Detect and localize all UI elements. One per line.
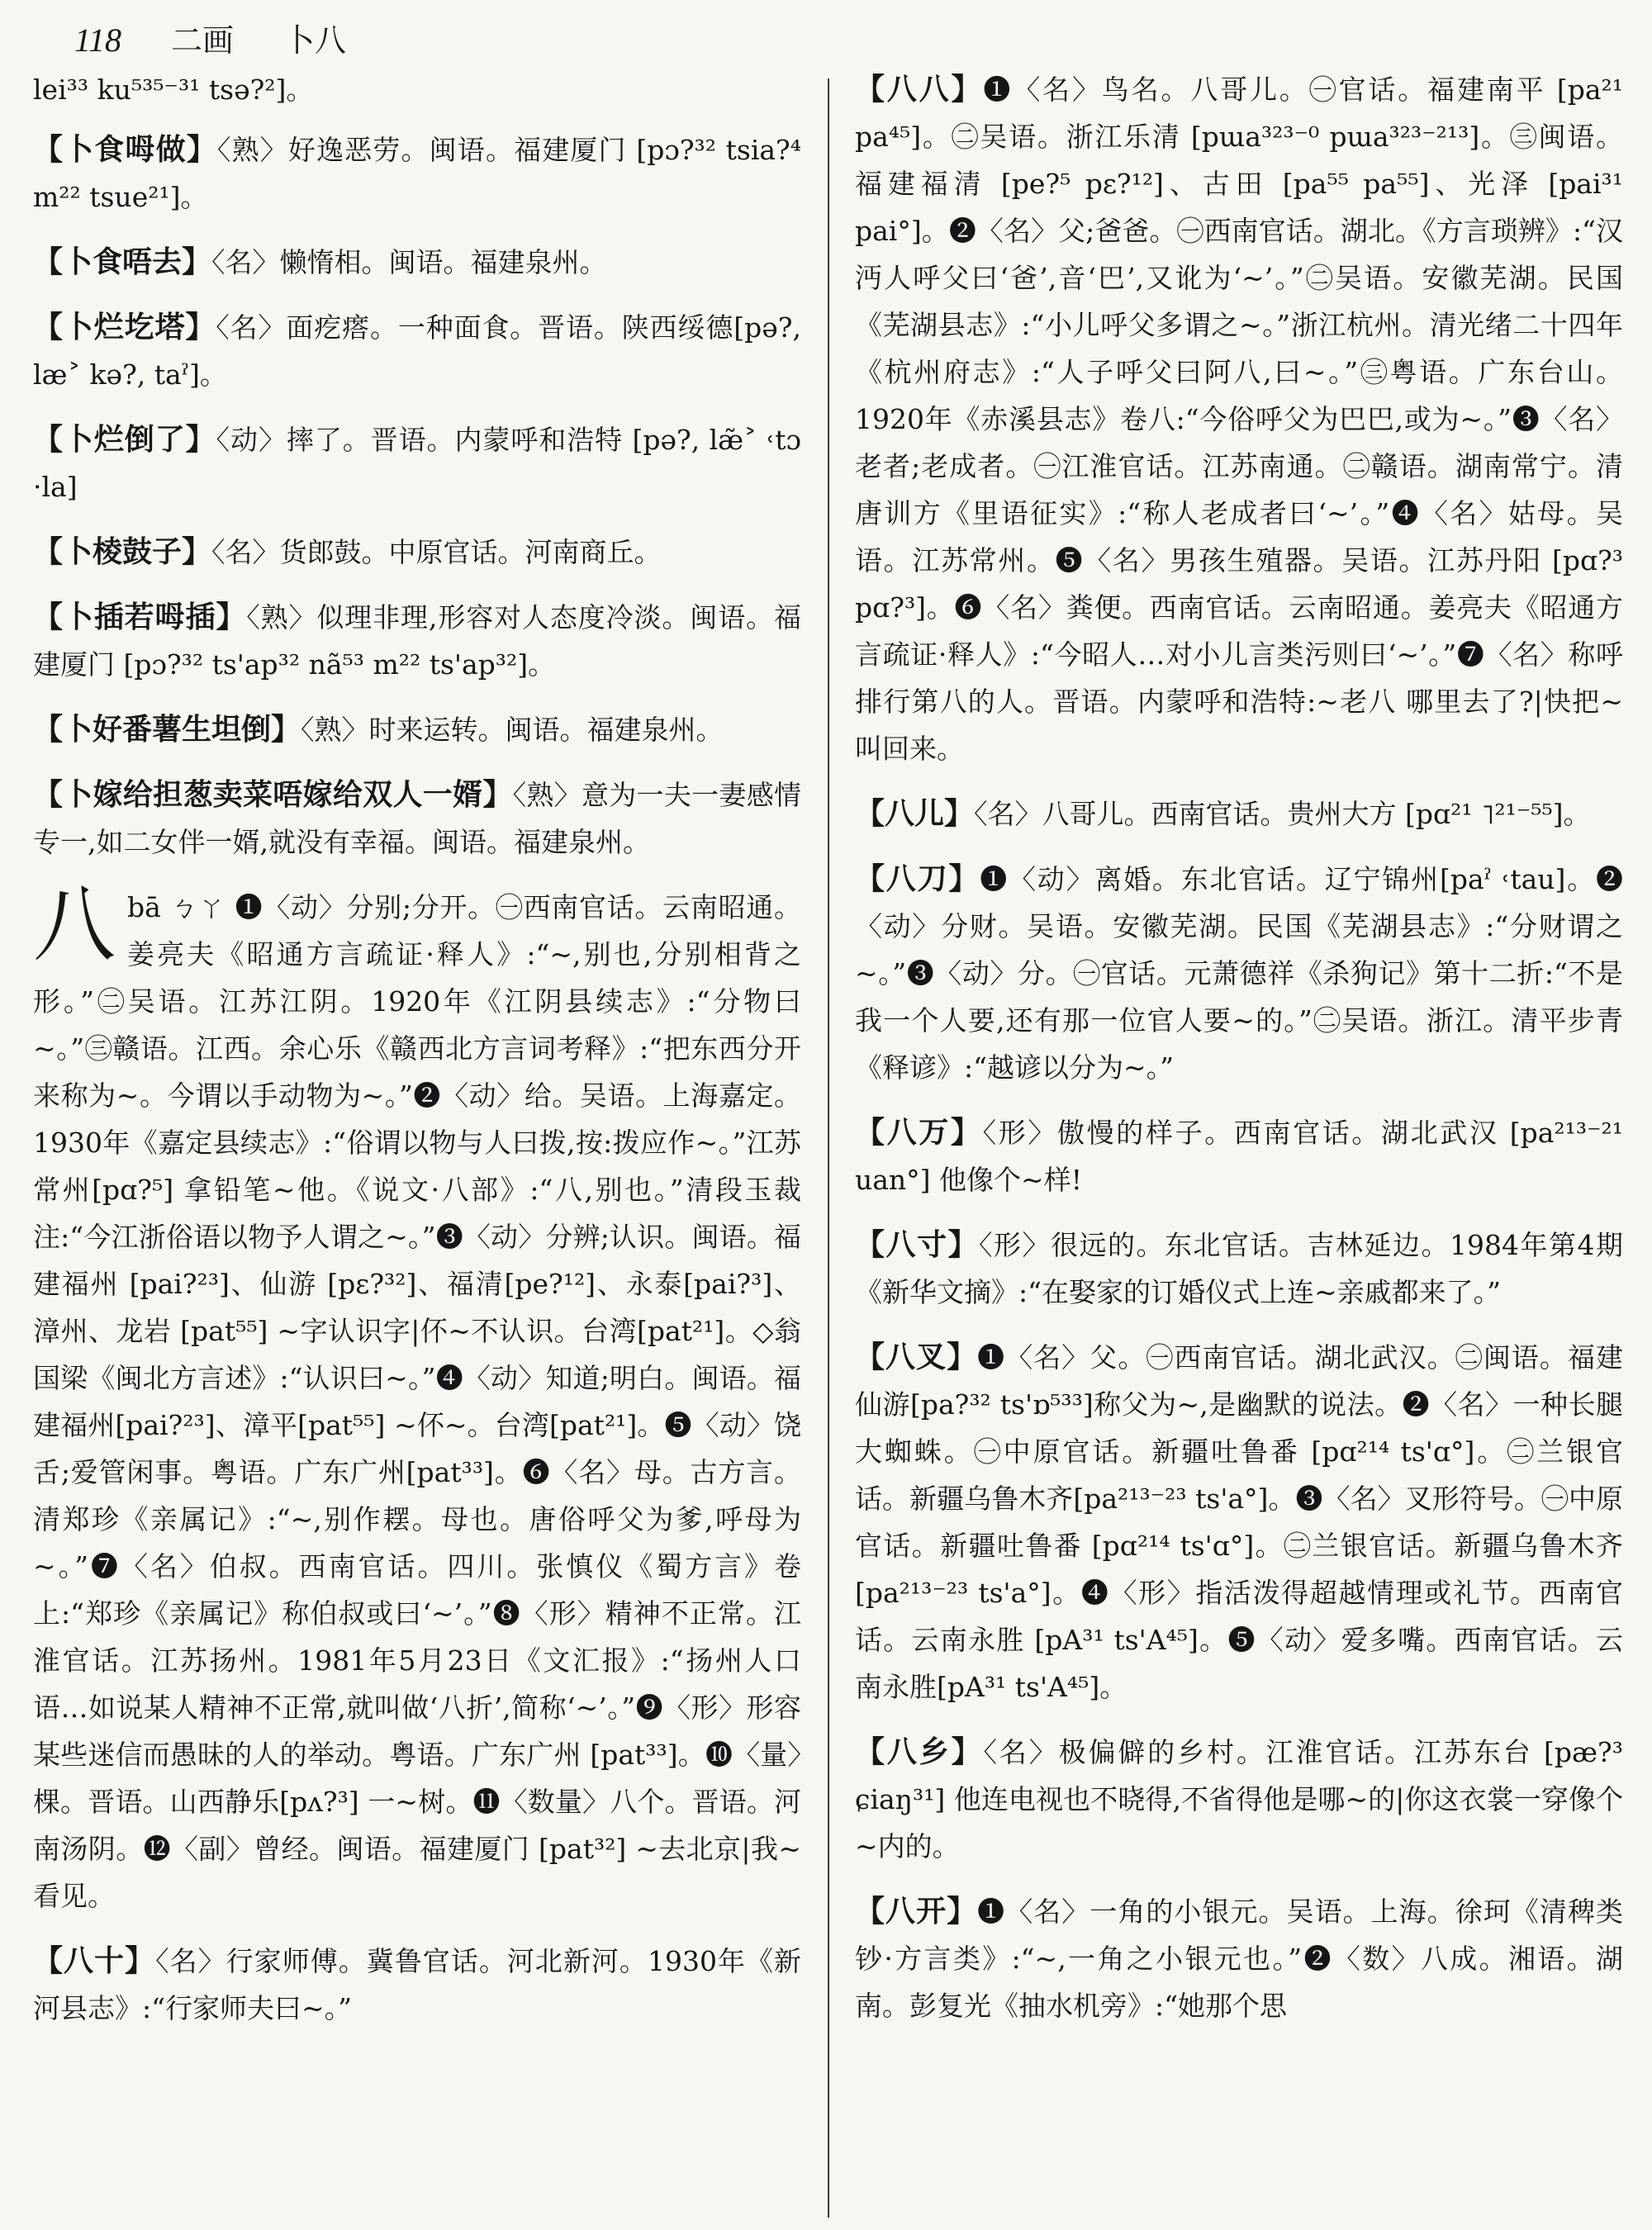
dictionary-entry xyxy=(33,1938,801,2032)
entry-headword: 【八叉】 xyxy=(855,1340,978,1374)
dictionary-entry xyxy=(855,1109,1623,1203)
entry-headword: 【卜嫁给担葱卖菜唔嫁给双人一婿】 xyxy=(33,777,513,812)
page-number: 118 xyxy=(74,21,122,59)
character-entry-ba xyxy=(33,876,801,1919)
entry-text: lei³³ ku⁵³⁵⁻³¹ tsə?²]。 xyxy=(33,74,314,106)
dictionary-entry xyxy=(855,1222,1623,1316)
dictionary-entry xyxy=(33,706,801,753)
entry-text: ❶〈名〉鸟名。八哥儿。㊀官话。福建南平 [pa²¹ pa⁴⁵]。㊁吴语。浙江乐清 [pɯa³²³⁻⁰ pɯa³²³⁻²¹³]。㊂闽语。福建福清 [pe?⁵ pɛ?¹²]、古田 [pa⁵⁵ pa⁵⁵]、光泽 [pai³¹ pai°]。❷〈名〉父;爸爸。㊀西南官话。湖北。《方言琐辨》:“汉沔人呼父曰‘爸’,音‘巴’,又讹为‘~’。”㊁吴语。安徽芜湖。民国《芜湖县志》:“小儿呼父多谓之~。”浙江杭州。清光绪二十四年《杭州府志》:“人子呼父曰阿八,曰~。”㊂粤语。广东台山。1920年《赤溪县志》卷八:“今俗呼父为巴巴,或为~。”❸〈名〉老者;老成者。㊀江淮官话。江苏南通。㊁赣语。湖南常宁。清唐训方《里语征实》:“称人老成者曰‘~’。”❹〈名〉姑母。吴语。江苏常州。❺〈名〉男孩生殖器。吴语。江苏丹阳 [pɑ?³ pɑ?³]。❻〈名〉粪便。西南官话。云南昭通。姜亮夫《昭通方言疏证·释人》:“今昭人…对小儿言类污则曰‘~’。”❼〈名〉称呼排行第八的人。晋语。内蒙呼和浩特:~老八 哪里去了?|快把~叫回来。 xyxy=(855,74,1623,765)
dictionary-entry xyxy=(33,239,801,286)
entry-text: ❶〈动〉离婚。东北官话。辽宁锦州[paˀ ˓tau]。❷〈动〉分财。吴语。安徽芜湖。民国《芜湖县志》:“分财谓之~。”❸〈动〉分。㊀官话。元萧德祥《杀狗记》第十二折:“不是我一个人要,还有那一位官人要~的。”㊁吴语。浙江。清平步青《释谚》:“越谚以分为~。” xyxy=(855,863,1623,1084)
entry-headword: 【卜烂圪塔】 xyxy=(33,310,216,344)
entry-text: ❶〈名〉父。㊀西南官话。湖北武汉。㊁闽语。福建仙游[pa?³² ts'ɒ⁵³³]称父为~,是幽默的说法。❷〈名〉一种长腿大蜘蛛。㊀中原官话。新疆吐鲁番 [pɑ²¹⁴ ts'ɑ°]。㊁兰银官话。新疆乌鲁木齐[pa²¹³⁻²³ ts'a°]。❸〈名〉叉形符号。㊀中原官话。新疆吐鲁番 [pɑ²¹⁴ ts'ɑ°]。㊁兰银官话。新疆乌鲁木齐 [pa²¹³⁻²³ ts'a°]。❹〈形〉指活泼得超越情理或礼节。西南官话。云南永胜 [pA³¹ ts'A⁴⁵]。❺〈动〉爱多嘴。西南官话。云南永胜[pA³¹ ts'A⁴⁵]。 xyxy=(855,1341,1623,1703)
dictionary-entry xyxy=(33,771,801,866)
page-header xyxy=(74,15,346,66)
dictionary-entry xyxy=(855,1729,1623,1870)
entry-text: 〈熟〉好逸恶劳。闽语。福建厦门 [pɔ?³² tsia?⁴ m²² tsue²¹]。 xyxy=(33,134,801,213)
dictionary-entry xyxy=(33,126,801,221)
entry-headword: 【八八】 xyxy=(855,72,984,107)
entry-text: 〈名〉面疙瘩。一种面食。晋语。陕西绥德[pə?, læ˃ kə?, taˀ]。 xyxy=(33,311,801,391)
right-column xyxy=(855,66,1623,2047)
entry-headword: 【卜食唔去】 xyxy=(33,244,212,279)
dictionary-entry xyxy=(855,66,1623,772)
dictionary-entry xyxy=(33,529,801,576)
entry-headword: 【八刀】 xyxy=(855,861,980,896)
dictionary-entry xyxy=(33,416,801,510)
entry-headword: 【卜插若呣插】 xyxy=(33,600,247,634)
entry-text: ❶〈名〉一角的小银元。吴语。上海。徐珂《清稗类钞·方言类》:“~,一角之小银元也。”❷〈数〉八成。湘语。湖南。彭复光《抽水机旁》:“她那个思 xyxy=(855,1896,1623,2022)
entry-text: 〈名〉八哥儿。西南官话。贵州大方 [pɑ²¹ ˥²¹⁻⁵⁵]。 xyxy=(974,798,1591,830)
entry-text: 〈名〉行家师傅。冀鲁官话。河北新河。1930年《新河县志》:“行家师夫曰~。” xyxy=(33,1945,801,2024)
entry-text: bā ㄅㄚ ❶〈动〉分别;分开。㊀西南官话。云南昭通。姜亮夫《昭通方言疏证·释人》:“~,别也,分别相背之形。”㊁吴语。江苏江阴。1920年《江阴县续志》:“分物曰~。”㊂赣语。江西。余心乐《赣西北方言词考释》:“把东西分开来称为~。今谓以手动物为~。”❷〈动〉给。吴语。上海嘉定。1930年《嘉定县续志》:“俗谓以物与人曰拨,按:拨应作~。”江苏常州[pɑ?⁵] 拿铅笔~他。《说文·八部》:“八,别也。”清段玉裁注:“今江浙俗语以物予人谓之~。”❸〈动〉分辨;认识。闽语。福建福州 [pai?²³]、仙游 [pɛ?³²]、福清[pe?¹²]、永泰[pai?³]、漳州、龙岩 [pat⁵⁵] ~字认识字|伓~不认识。台湾[pat²¹]。◇翁国梁《闽北方言述》:“认识曰~。”❹〈动〉知道;明白。闽语。福建福州[pai?²³]、漳平[pat⁵⁵] ~伓~。台湾[pat²¹]。❺〈动〉饶舌;爱管闲事。粤语。广东广州[pat³³]。❻〈名〉母。古方言。清郑珍《亲属记》:“~,别作䎬。母也。唐俗呼父为爹,呼母为~。”❼〈名〉伯叔。西南官话。四川。张慎仪《蜀方言》卷上:“郑珍《亲属记》称伯叔或曰‘~’。”❽〈形〉精神不正常。江淮官话。江苏扬州。1981年5月23日《文汇报》:“扬州人口语…如说某人精神不正常,就叫做‘八折’,简称‘~’。”❾〈形〉形容某些迷信而愚昧的人的举动。粤语。广东广州 [pat³³]。❿〈量〉棵。晋语。山西静乐[pʌ?³] 一~树。⓫〈数量〉八个。晋语。河南汤阴。⓬〈副〉曾经。闽语。福建厦门 [pat³²] ~去北京|我~看见。 xyxy=(33,891,801,1912)
entry-headword: 【卜烂倒了】 xyxy=(33,422,216,457)
section-label: 二画 xyxy=(171,22,235,59)
dictionary-entry xyxy=(33,304,801,398)
entry-text: 〈熟〉似理非理,形容对人态度冷淡。闽语。福建厦门 [pɔ?³² ts'ap³² nã⁵³ m²² ts'ap³²]。 xyxy=(33,601,801,681)
entry-headword: 【八十】 xyxy=(33,1943,156,1978)
entry-continuation xyxy=(33,66,801,113)
entry-headword: 【卜好番薯生坦倒】 xyxy=(33,712,301,747)
entry-text: 〈名〉货郎鼓。中原官话。河南商丘。 xyxy=(211,536,662,568)
entry-headword: 【八万】 xyxy=(855,1115,983,1150)
entry-text: 〈熟〉意为一夫一妻感情专一,如二女伴一婿,就没有幸福。闽语。福建泉州。 xyxy=(33,779,801,858)
dictionary-entry xyxy=(855,856,1623,1091)
dictionary-entry xyxy=(855,1334,1623,1710)
entry-headword: 【八寸】 xyxy=(855,1227,980,1262)
headword-character: 八 xyxy=(33,876,116,973)
column-divider xyxy=(828,78,829,2218)
entry-text: 〈名〉极偏僻的乡村。江淮官话。江苏东台 [pæ?³ ɕiaŋ³¹] 他连电视也不晓得,不省得他是哪~的|你这衣裳一穿像个~内的。 xyxy=(855,1736,1623,1862)
header-characters: 卜八 xyxy=(283,22,347,59)
dictionary-entry xyxy=(33,594,801,688)
dictionary-entry xyxy=(855,790,1623,837)
entry-text: 〈形〉很远的。东北官话。吉林延边。1984年第4期《新华文摘》:“在娶家的订婚仪式上连~亲戚都来了。” xyxy=(855,1229,1623,1308)
dictionary-entry xyxy=(855,1888,1623,2029)
entry-headword: 【八乡】 xyxy=(855,1734,984,1769)
entry-headword: 【卜棱鼓子】 xyxy=(33,534,212,569)
left-column xyxy=(33,66,801,2050)
entry-text: 〈形〉傲慢的样子。西南官话。湖北武汉 [pa²¹³⁻²¹ uan°] 他像个~样! xyxy=(855,1117,1623,1196)
entry-text: 〈名〉懒惰相。闽语。福建泉州。 xyxy=(211,246,607,278)
entry-headword: 【八儿】 xyxy=(855,796,975,831)
entry-text: 〈熟〉时来运转。闽语。福建泉州。 xyxy=(301,714,724,746)
entry-text: 〈动〉摔了。晋语。内蒙呼和浩特 [pə?, læ̃˃ ˓tɔ ·la] xyxy=(33,424,801,503)
entry-headword: 【卜食呣做】 xyxy=(33,132,217,167)
entry-headword: 【八开】 xyxy=(855,1894,978,1929)
